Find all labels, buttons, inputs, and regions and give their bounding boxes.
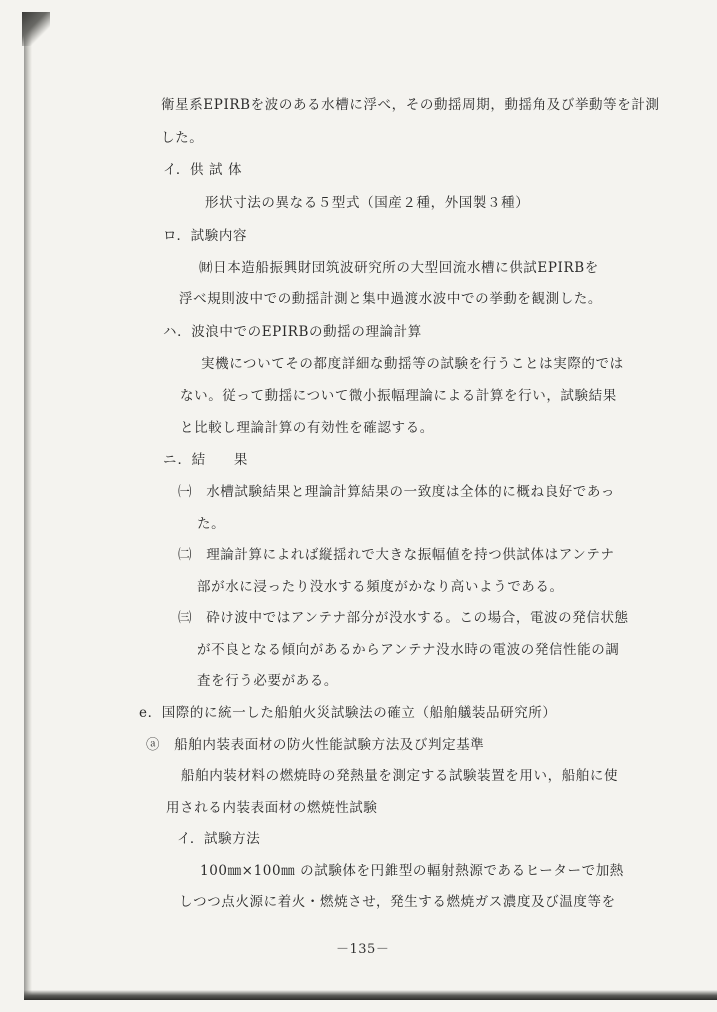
body-line: 浮べ規則波中での動揺計測と集中過渡水波中での挙動を観測した。: [179, 291, 602, 307]
section-heading: e．国際的に統一した船舶火災試験法の確立（船舶艤装品研究所）: [139, 705, 557, 721]
body-line: 用される内装表面材の燃焼性試験: [166, 800, 378, 816]
body-line: 衛星系EPIRBを波のある水槽に浮べ，その動揺周期，動揺角及び挙動等を計測: [161, 97, 660, 113]
body-line: ない。従って動揺について微小振幅理論による計算を行い，試験結果: [180, 388, 617, 404]
body-line: 部が水に浸ったり没水する頻度がかなり高いようである。: [197, 579, 564, 595]
body-line: ㈶日本造船振興財団筑波研究所の大型回流水槽に供試EPIRBを: [199, 260, 599, 276]
body-line: 形状寸法の異なる５型式（国産２種，外国製３種）: [205, 195, 530, 211]
body-line: した。: [161, 130, 204, 146]
section-heading: イ．試験方法: [177, 831, 261, 847]
body-line: しつつ点火源に着火・燃焼させ，発生する燃焼ガス濃度及び温度等を: [179, 894, 616, 910]
body-line: と比較し理論計算の有効性を確認する。: [180, 420, 434, 436]
section-heading: ニ．結 果: [163, 452, 249, 468]
body-line: 査を行う必要がある。: [197, 673, 338, 689]
list-item: ㈠ 水槽試験結果と理論計算結果の一致度は全体的に概ね良好であっ: [178, 484, 615, 500]
body-line: が不良となる傾向があるからアンテナ没水時の電波の発信性能の調: [197, 642, 620, 658]
body-line: 100㎜×100㎜ の試験体を円錐型の輻射熱源であるヒーターで加熱: [200, 863, 624, 879]
scan-corner-shadow: [22, 12, 50, 46]
section-heading: ロ．試験内容: [163, 228, 248, 244]
body-line: た。: [197, 516, 226, 532]
scan-left-edge: [24, 15, 32, 1000]
list-item: ㈡ 理論計算によれば縦揺れで大きな振幅値を持つ供試体はアンテナ: [178, 547, 615, 563]
page-number: －135－: [336, 942, 390, 957]
section-heading: ハ．波浪中でのEPIRBの動揺の理論計算: [163, 324, 422, 340]
body-line: 実機についてその都度詳細な動揺等の試験を行うことは実際的では: [201, 356, 624, 372]
scan-bottom-edge: [24, 990, 717, 1000]
body-line: 船舶内装材料の燃焼時の発熱量を測定する試験装置を用い，船舶に使: [181, 768, 619, 784]
section-heading: イ．供 試 体: [163, 162, 243, 178]
subsection-heading: ⓐ 船舶内装表面材の防火性能試験方法及び判定基準: [146, 737, 485, 753]
list-item: ㈢ 砕け波中ではアンテナ部分が没水する。この場合，電波の発信状態: [178, 610, 629, 626]
